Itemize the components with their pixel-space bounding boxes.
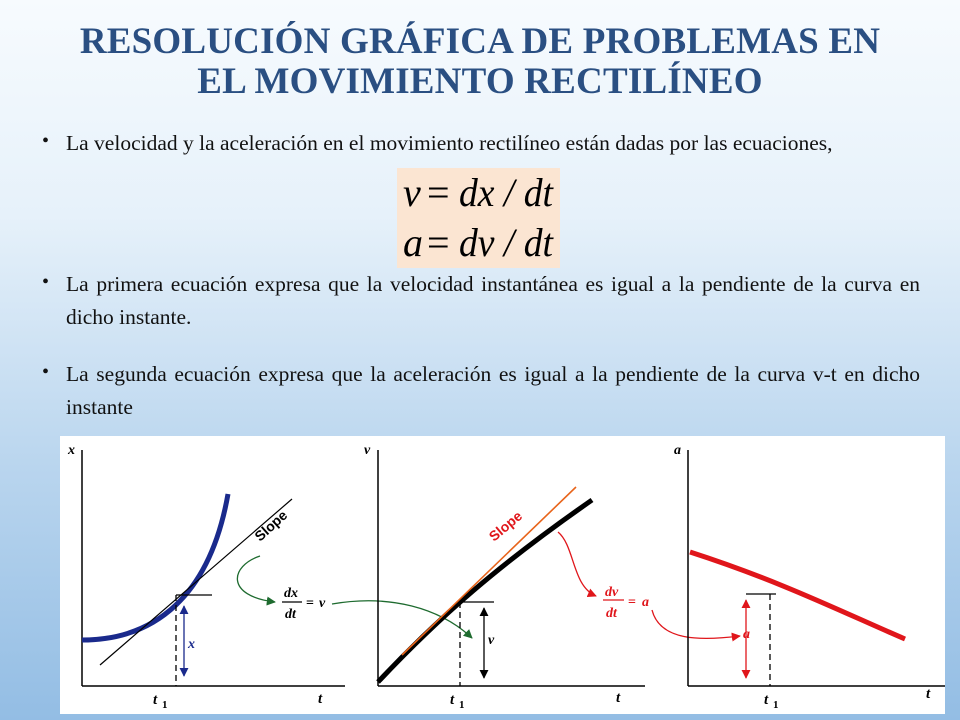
t1-label-2: t <box>450 692 455 708</box>
title-line-2: EL MOVIMIENTO RECTILÍNEO <box>197 61 763 102</box>
equations-svg <box>397 168 560 268</box>
dxdt-denominator: dt <box>285 607 296 622</box>
dvdt-denominator: dt <box>606 606 617 621</box>
dxdt-rhs: v <box>319 596 326 611</box>
bullet-3 <box>42 358 920 424</box>
dvdt-rhs: a <box>642 595 649 610</box>
dxdt-equals: = <box>306 596 314 611</box>
page-title <box>0 22 960 102</box>
dvdt-numerator: dv <box>605 585 619 600</box>
tangent-line-v <box>402 487 576 655</box>
dxdt-numerator: dx <box>284 586 298 601</box>
eq-v-lhs: v <box>403 170 421 215</box>
panel-a-t <box>674 443 945 711</box>
acceleration-curve <box>690 552 905 639</box>
panel-v-t <box>364 443 740 711</box>
x-measure-label: x <box>188 637 195 652</box>
axis-label-t-2: t <box>616 690 621 706</box>
bullet-2 <box>42 268 920 334</box>
t1-label-3: t <box>764 692 769 708</box>
bullet-text: La velocidad y la aceleración en el movimiento rectilíneo están dadas por las ecuaciones, <box>66 131 833 155</box>
eq-a-lhs: a <box>403 220 423 265</box>
axis-label-t-3: t <box>926 686 931 702</box>
equations-box <box>397 168 560 268</box>
t1-sub-2: 1 <box>459 699 465 711</box>
bullet-marker: • <box>42 271 50 293</box>
v-measure-label: v <box>488 633 495 648</box>
dxdt-to-v-arrow <box>332 601 472 638</box>
slope-to-dxdt-arrow <box>237 556 275 602</box>
motion-graphs-figure <box>60 436 945 714</box>
bullet-marker: • <box>42 130 50 152</box>
bullet-1 <box>42 127 920 160</box>
bullet-text: La primera ecuación expresa que la velocidad instantánea es igual a la pendiente de la curva en dicho instante. <box>66 272 920 329</box>
t1-label-1: t <box>153 692 158 708</box>
t1-sub-1: 1 <box>162 699 168 711</box>
motion-graphs-svg <box>60 436 945 714</box>
dvdt-to-a-arrow <box>652 610 740 638</box>
slope-to-dvdt-arrow <box>558 532 596 596</box>
axis-label-x: x <box>68 443 75 458</box>
velocity-curve <box>378 500 592 682</box>
eq-a-rhs: dv / dt <box>459 220 554 265</box>
dvdt-equals: = <box>628 595 636 610</box>
eq-v-equals: = <box>427 170 450 215</box>
eq-v-rhs: dx / dt <box>459 170 554 215</box>
t1-sub-3: 1 <box>773 699 779 711</box>
eq-a-equals: = <box>427 220 450 265</box>
axis-label-a: a <box>674 443 681 458</box>
bullet-marker: • <box>42 361 50 383</box>
bullet-text: La segunda ecuación expresa que la aceleración es igual a la pendiente de la curva v-t en dicho instante <box>66 362 920 419</box>
title-line-1: RESOLUCIÓN GRÁFICA DE PROBLEMAS EN <box>79 21 881 62</box>
a-measure-label: a <box>743 627 750 642</box>
axis-label-v: v <box>364 443 371 458</box>
axis-label-t: t <box>318 691 323 707</box>
panel-x-t <box>67 443 472 711</box>
slope-label-2: Slope <box>485 507 526 545</box>
slope-label-1: Slope <box>251 506 291 545</box>
